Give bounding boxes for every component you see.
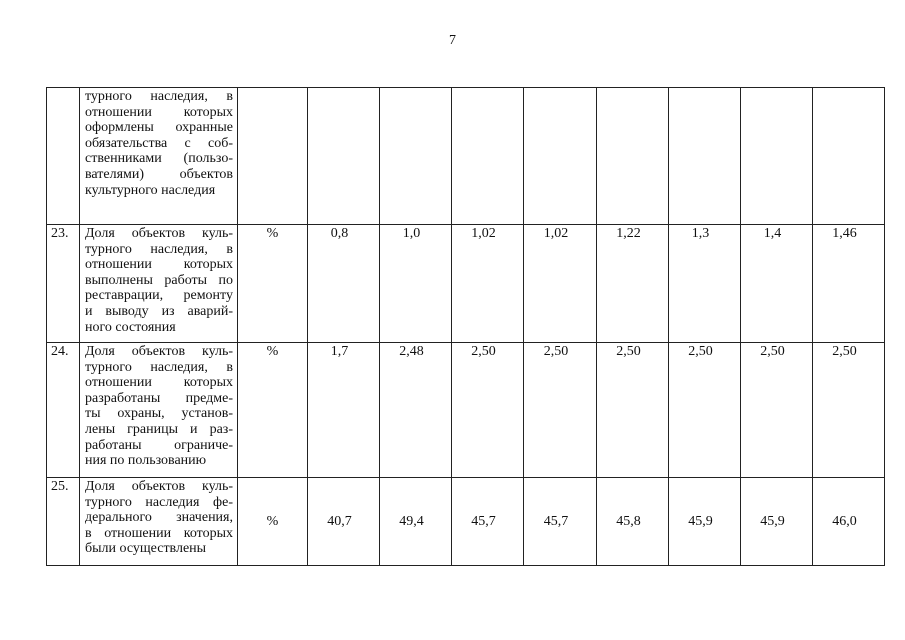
- description-line: и выводу из аварий-: [85, 303, 233, 319]
- value-cell: 49,4: [380, 478, 452, 566]
- description-line: ния по пользованию: [85, 453, 207, 469]
- value-cell: 46,0: [813, 478, 885, 566]
- value-cell: 1,7: [308, 343, 380, 478]
- description-line: в отношении которых: [85, 525, 233, 541]
- value-cell: 45,8: [597, 478, 669, 566]
- description-line: работаны ограниче-: [85, 437, 233, 453]
- value-cell: 1,0: [380, 225, 452, 343]
- value-cell: 45,9: [741, 478, 813, 566]
- value-cell: 2,50: [524, 343, 597, 478]
- value-cell: 2,50: [597, 343, 669, 478]
- value-cell: 2,50: [452, 343, 524, 478]
- value-cell: [380, 88, 452, 225]
- description-line: обязательства с соб-: [85, 135, 233, 151]
- value-cell: [813, 88, 885, 225]
- value-cell: 0,8: [308, 225, 380, 343]
- description-line: отношении которых: [85, 375, 233, 391]
- table-row: [47, 225, 885, 343]
- table-row: [47, 478, 885, 566]
- unit-cell: %: [238, 225, 308, 343]
- value-cell: 2,50: [741, 343, 813, 478]
- row-number: 24.: [47, 343, 80, 478]
- indicator-description: [80, 88, 238, 225]
- indicators-table: [46, 87, 885, 566]
- description-line: ного состояния: [85, 319, 176, 335]
- value-cell: 45,9: [669, 478, 741, 566]
- value-cell: 1,02: [524, 225, 597, 343]
- value-cell: [669, 88, 741, 225]
- value-cell: 45,7: [524, 478, 597, 566]
- table-row: [47, 343, 885, 478]
- description-line: Доля объектов куль-: [85, 344, 233, 359]
- unit-cell: %: [238, 478, 308, 566]
- description-line: культурного наследия: [85, 182, 216, 198]
- row-number: 25.: [47, 478, 80, 566]
- value-cell: [597, 88, 669, 225]
- description-line: турного наследия, в: [85, 241, 233, 257]
- description-line: дерального значения,: [85, 510, 233, 526]
- description-line: разработаны предме-: [85, 390, 233, 406]
- description-line: Доля объектов куль-: [85, 226, 233, 241]
- description-line: Доля объектов куль-: [85, 479, 233, 494]
- description-line: выполнены работы по: [85, 272, 233, 288]
- value-cell: 1,22: [597, 225, 669, 343]
- value-cell: 2,50: [813, 343, 885, 478]
- row-number: [47, 88, 80, 225]
- table-row: [47, 88, 885, 225]
- description-line: реставрации, ремонту: [85, 288, 233, 304]
- description-line: вателями) объектов: [85, 166, 233, 182]
- description-line: отношении которых: [85, 257, 233, 273]
- description-line: турного наследия фе-: [85, 494, 233, 510]
- value-cell: 2,48: [380, 343, 452, 478]
- row-number: 23.: [47, 225, 80, 343]
- value-cell: 2,50: [669, 343, 741, 478]
- value-cell: [452, 88, 524, 225]
- value-cell: 40,7: [308, 478, 380, 566]
- value-cell: [308, 88, 380, 225]
- value-cell: 1,3: [669, 225, 741, 343]
- unit-cell: %: [238, 343, 308, 478]
- value-cell: 1,4: [741, 225, 813, 343]
- unit-cell: [238, 88, 308, 225]
- indicator-description: [80, 225, 238, 343]
- value-cell: 1,46: [813, 225, 885, 343]
- indicator-description: [80, 343, 238, 478]
- description-line: были осуществлены: [85, 541, 207, 557]
- description-line: отношении которых: [85, 104, 233, 120]
- description-line: лены границы и раз-: [85, 421, 233, 437]
- description-line: турного наследия, в: [85, 89, 233, 104]
- indicator-description: [80, 478, 238, 566]
- value-cell: [741, 88, 813, 225]
- value-cell: [524, 88, 597, 225]
- description-line: ты охраны, установ-: [85, 406, 233, 422]
- page-number: 7: [449, 33, 456, 48]
- value-cell: 1,02: [452, 225, 524, 343]
- description-line: оформлены охранные: [85, 120, 233, 136]
- description-line: турного наследия, в: [85, 359, 233, 375]
- value-cell: 45,7: [452, 478, 524, 566]
- description-line: ственниками (пользо-: [85, 151, 233, 167]
